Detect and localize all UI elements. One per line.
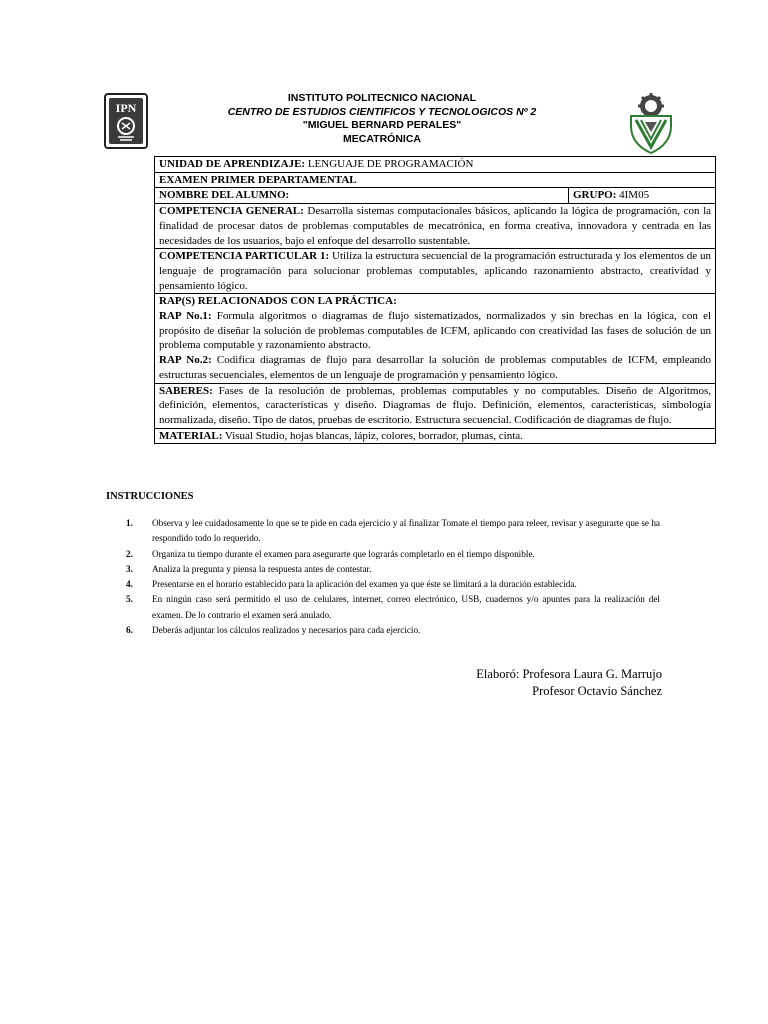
rap1-label: RAP No.1: (159, 310, 212, 323)
item-text: Analiza la pregunta y piensa la respuesta antes de contestar. (152, 563, 372, 574)
competencia-general-cell (155, 204, 716, 249)
unidad-cell (155, 157, 716, 173)
item-text: Observa y lee cuidadosamente lo que se te pide en cada ejercicio y al finalizar Tomate el tiempo para releer, revisar y asegurarte que se ha respondido todo lo requerido. (152, 518, 660, 544)
grupo-value: 4IM05 (619, 189, 650, 202)
item-text: Presentarse en el horario establecido para la aplicación del examen ya que éste se limitará a la duración establecida. (152, 579, 577, 590)
school-name: CENTRO DE ESTUDIOS CIENTIFICOS Y TECNOLOGICOS Nº 2 (227, 105, 537, 118)
list-item (126, 592, 660, 623)
material-label: MATERIAL: (159, 429, 223, 442)
item-text: En ningún caso será permitido el uso de celulares, internet, correo electrónico, USB, cuadernos y/o apuntes para la realización del examen. De lo contrario el examen será anulado. (152, 594, 660, 620)
examen-title: EXAMEN PRIMER DEPARTAMENTAL (159, 173, 357, 186)
rap1-text: Formula algoritmos o diagramas de flujo sistematizados, normalizados y sin brechas en la lógica, con el propósito de diseñar la solución de problemas computables de ICFM, aplicando con creatividad las fases de solución de un problema computable y razonamiento abstracto. (159, 310, 712, 352)
list-item (126, 577, 660, 592)
item-number: 3. (126, 563, 133, 574)
cecyt-shield-icon (626, 92, 676, 154)
competencia-particular-text: Utiliza la estructura secuencial de la programación estructurada y los elementos de un lenguaje de programación para solucionar problemas computables, aplicando razonamiento abstracto, creatividad y pensamiento lógico. (159, 250, 711, 292)
instructions-list (126, 516, 660, 638)
table-row (155, 383, 716, 428)
rap2-text: Codifica diagramas de flujo para desarrollar la solución de problemas computables de ICFM, empleando estructuras secuenciales, elementos de un lenguaje de programación y pensamiento lógico. (159, 354, 712, 381)
saberes-text: Fases de la resolución de problemas, problemas computables y no computables. Diseño de Algoritmos, definición, elementos, características y diseño. Diagramas de flujo. Definición, elementos, características, simbología normalizada, diseño. Tipo de datos, pruebas de escritorio. Estructura secuencial. Codificación de diagramas de flujo. (159, 384, 712, 426)
competencia-general-label: COMPETENCIA GENERAL: (159, 205, 304, 218)
competencia-particular-label: COMPETENCIA PARTICULAR 1: (159, 250, 330, 263)
item-number: 6. (126, 625, 133, 636)
ipn-logo-text: IPN (115, 101, 137, 115)
examen-cell (155, 172, 716, 188)
raps-cell (155, 294, 716, 383)
saberes-label: SABERES: (159, 384, 213, 397)
table-row (155, 294, 716, 383)
table-row (155, 249, 716, 294)
list-item (126, 516, 660, 547)
item-number: 2. (126, 548, 133, 559)
unidad-label: UNIDAD DE APRENDIZAJE: (159, 158, 306, 170)
item-number: 5. (126, 594, 133, 605)
list-item (126, 547, 660, 562)
school-honoree: "MIGUEL BERNARD PERALES" (302, 119, 462, 131)
item-text: Organiza tu tiempo durante el examen para asegurarte que lograrás completarlo en el tiempo disponible. (152, 548, 535, 559)
table-row (155, 204, 716, 249)
table-row (155, 157, 716, 173)
list-item (126, 623, 660, 638)
ipn-seal-icon (104, 93, 148, 149)
nombre-cell (155, 188, 569, 204)
nombre-label: NOMBRE DEL ALUMNO: (159, 189, 290, 202)
item-number: 4. (126, 579, 133, 590)
grupo-cell (569, 188, 716, 204)
institution-header (200, 92, 564, 146)
material-text: Visual Studio, hojas blancas, lápiz, colores, borrador, plumas, cinta. (224, 429, 523, 442)
competencia-general-text: Desarrolla sistemas computacionales básicos, aplicando la lógica de programación, con la finalidad de procesar datos de problemas computables de mecatrónica, en forma creativa, innovadora y centrada en las necesidades de los usuarios, bajo el enfoque del desarrollo sustentable. (159, 205, 712, 247)
raps-label: RAP(S) RELACIONADOS CON LA PRÁCTICA: (159, 295, 397, 308)
table-row (155, 428, 716, 444)
item-number: 1. (126, 518, 133, 528)
table-row (155, 188, 716, 204)
material-cell (155, 428, 716, 444)
saberes-cell (155, 383, 716, 428)
competencia-particular-cell (155, 249, 716, 294)
career-name: MECATRÓNICA (343, 132, 421, 145)
rap2-label: RAP No.2: (159, 354, 212, 367)
exam-info-table (154, 156, 716, 444)
signature-line-1: Elaboró: Profesora Laura G. Marrujo (476, 667, 662, 681)
item-text: Deberás adjuntar los cálculos realizados y necesarios para cada ejercicio. (152, 625, 421, 636)
institution-name: INSTITUTO POLITECNICO NACIONAL (287, 92, 477, 104)
unidad-value: LENGUAJE DE PROGRAMACIÓN (307, 158, 474, 170)
grupo-label: GRUPO: (573, 189, 617, 202)
signature-line-2: Profesor Octavio Sánchez (532, 684, 662, 698)
signature-block (476, 666, 662, 700)
instructions-title: INSTRUCCIONES (106, 491, 194, 502)
list-item (126, 562, 660, 577)
table-row (155, 172, 716, 188)
